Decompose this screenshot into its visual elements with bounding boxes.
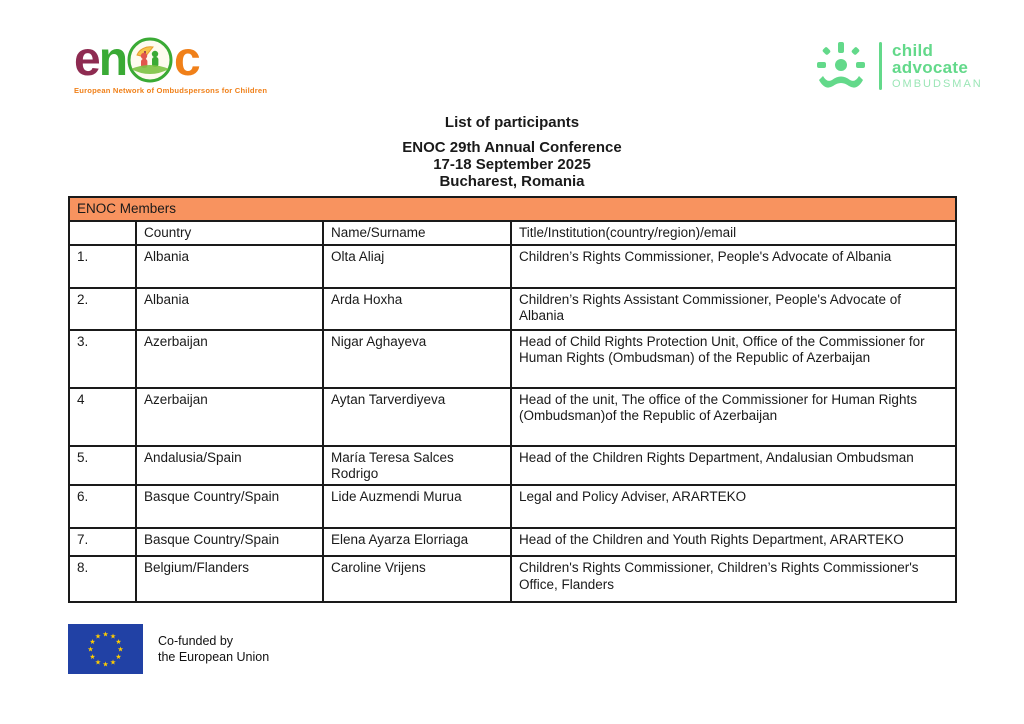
cell-number: 1.: [69, 245, 136, 288]
enoc-children-circle-icon: [127, 37, 173, 83]
cell-title: Legal and Policy Adviser, ARARTEKO: [511, 485, 956, 528]
column-header-title: Title/Institution(country/region)/email: [511, 221, 956, 245]
cell-name: María Teresa Salces Rodrigo: [323, 446, 511, 485]
svg-text:★: ★: [102, 660, 109, 669]
cell-country: Albania: [136, 245, 323, 288]
cell-title: Children’s Rights Assistant Commissioner, People's Advocate of Albania: [511, 288, 956, 330]
enoc-letter-n: n: [98, 33, 127, 86]
cell-name: Olta Aliaj: [323, 245, 511, 288]
cell-name: Elena Ayarza Elorriaga: [323, 528, 511, 556]
cell-number: 2.: [69, 288, 136, 330]
table-row: [69, 330, 956, 388]
child-advocate-line2: advocate: [892, 58, 969, 77]
cell-country: Andalusia/Spain: [136, 446, 323, 485]
child-advocate-line3: OMBUDSMAN: [892, 78, 983, 91]
svg-text:★: ★: [87, 645, 94, 654]
child-advocate-sun-icon: [813, 38, 869, 94]
table-row: [69, 388, 956, 446]
svg-text:★: ★: [109, 658, 117, 667]
cofunded-text: [158, 633, 269, 665]
enoc-logo-wordmark: [74, 33, 294, 86]
svg-text:★: ★: [89, 653, 96, 661]
cell-number: 7.: [69, 528, 136, 556]
document-title: List of participants: [444, 114, 580, 131]
title-block: [0, 114, 1024, 190]
cell-number: 8.: [69, 556, 136, 602]
cell-country: Basque Country/Spain: [136, 528, 323, 556]
cell-country: Basque Country/Spain: [136, 485, 323, 528]
table-row: [69, 556, 956, 602]
column-header-country: Country: [136, 221, 323, 245]
enoc-letter-e: e: [74, 33, 99, 86]
section-header-row: [69, 197, 956, 221]
cofunded-line2: the European Union: [158, 650, 270, 664]
child-advocate-logo: [813, 38, 983, 94]
cell-title: Head of the unit, The office of the Commissioner for Human Rights (Ombudsman)of the Republic of Azerbaijan: [511, 388, 956, 446]
eu-flag-icon: [68, 624, 143, 674]
participants-table-body: [69, 245, 956, 602]
column-header-name: Name/Surname: [323, 221, 511, 245]
cell-country: Albania: [136, 288, 323, 330]
cell-title: Head of the Children Rights Department, Andalusian Ombudsman: [511, 446, 956, 485]
child-advocate-text: [892, 42, 983, 91]
cell-number: 6.: [69, 485, 136, 528]
conference-dates: 17-18 September 2025: [433, 156, 591, 173]
section-header: ENOC Members: [69, 197, 956, 221]
cell-number: 3.: [69, 330, 136, 388]
svg-text:★: ★: [94, 632, 102, 641]
cell-number: 4: [69, 388, 136, 446]
table-row: [69, 528, 956, 556]
child-advocate-line1: child: [892, 40, 934, 60]
table-row: [69, 288, 956, 330]
table-row: [69, 485, 956, 528]
participants-table: [68, 196, 957, 603]
svg-text:★: ★: [117, 645, 124, 654]
cell-country: Azerbaijan: [136, 330, 323, 388]
cell-name: Nigar Aghayeva: [323, 330, 511, 388]
cell-name: Caroline Vrijens: [323, 556, 511, 602]
column-header-number: [69, 221, 136, 245]
svg-text:★: ★: [109, 632, 117, 641]
cell-title: Children's Rights Commissioner, Children’s Rights Commissioner's Office, Flanders: [511, 556, 956, 602]
table-row: [69, 446, 956, 485]
svg-text:★: ★: [115, 653, 122, 661]
enoc-letter-c: c: [174, 33, 199, 86]
cell-country: Azerbaijan: [136, 388, 323, 446]
enoc-logo: [74, 33, 294, 95]
cell-name: Lide Auzmendi Murua: [323, 485, 511, 528]
column-header-row: [69, 221, 956, 245]
table-row: [69, 245, 956, 288]
cell-country: Belgium/Flanders: [136, 556, 323, 602]
eu-funding-footer: [68, 624, 269, 674]
conference-location: Bucharest, Romania: [439, 173, 585, 190]
enoc-tagline: European Network of Ombudspersons for Children: [74, 86, 268, 95]
cell-number: 5.: [69, 446, 136, 485]
cell-title: Children’s Rights Commissioner, People's Advocate of Albania: [511, 245, 956, 288]
svg-text:★: ★: [89, 638, 96, 646]
cell-name: Aytan Tarverdiyeva: [323, 388, 511, 446]
cofunded-line1: Co-funded by: [158, 634, 234, 648]
svg-text:★: ★: [94, 658, 102, 667]
svg-text:★: ★: [115, 638, 122, 646]
conference-name: ENOC 29th Annual Conference: [402, 139, 622, 156]
cell-title: Head of Child Rights Protection Unit, Office of the Commissioner for Human Rights (Ombudsman) of the Republic of Azerbaijan: [511, 330, 956, 388]
logo-divider: [879, 42, 882, 90]
svg-text:★: ★: [102, 630, 109, 639]
cell-name: Arda Hoxha: [323, 288, 511, 330]
cell-title: Head of the Children and Youth Rights Department, ARARTEKO: [511, 528, 956, 556]
